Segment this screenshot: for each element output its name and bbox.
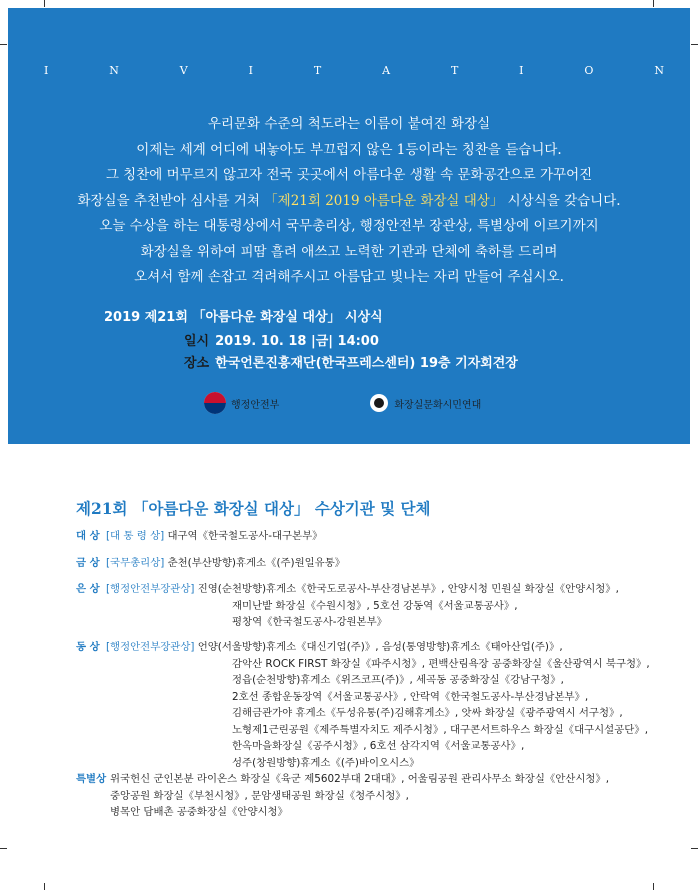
place-value: 한국언론진흥재단(한국프레스센터) 19층 기자회견장 [215,356,518,371]
award-bronze [76,639,686,771]
award-winners: 춘천(부산방향)휴게소《(주)원일유통》 [167,557,346,569]
crop-mark [44,883,45,890]
award-prefix: [대 통 령 상] [106,530,165,542]
crop-mark [653,883,654,890]
message-line: 우리문화 수준의 척도라는 이름이 붙여진 화장실 [207,116,491,132]
award-winners: 정읍(순천방향)휴게소《위즈코프(주)》, 세곡동 공중화장실《강남구청》, [232,674,564,686]
place-label: 장소 [184,356,210,371]
civic-group-icon [369,393,389,413]
awards-title: 제21회 「아름다운 화장실 대상」 수상기관 및 단체 [76,499,431,518]
civic-group-logo [369,393,481,413]
event-place-row [184,352,518,371]
message-line [8,189,690,215]
crop-mark [691,848,698,849]
crop-mark [653,0,654,7]
award-winners: 병목안 담배촌 공중화장실《안양시청》 [110,806,288,818]
award-winners: 김해금관가야 휴게소《두성유통(주)김해휴게소》, 앗싸 화장실《광주광역시 서구청》, [232,707,623,719]
award-winners: 언양(서울방향)휴게소《대신기업(주)》, 음성(통영방향)휴게소《태아산업(주)》, [197,641,563,653]
message-text: 시상식을 갖습니다. [503,192,621,209]
award-category: 동 상 [76,641,100,653]
award-winners: 감악산 ROCK FIRST 화장실《파주시청》, 편백산림욕장 공중화장실《울산광역시 북구청》, [232,657,650,670]
date-value: 2019. 10. 18 |금| 14:00 [215,334,379,349]
award-gold [76,555,686,572]
award-winners: 중앙공원 화장실《부천시청》, 문암생태공원 화장실《청주시청》, [110,789,409,802]
award-winners: 성주(창원방향)휴게소《(주)바이오시스》 [232,756,420,769]
message-line: 그 칭찬에 머무르지 않고자 전국 곳곳에서 아름다운 생활 속 문화공간으로 가꾸어진 [105,167,593,183]
invitation-letter: I [519,64,524,77]
award-prefix: [행정안전부장관상] [106,641,195,653]
award-name-highlight: 「제21회 2019 아름다운 화장실 대상」 [264,192,504,209]
invitation-letter: T [450,64,459,77]
invitation-letter: I [248,64,253,77]
award-prefix: [국무총리상] [106,557,165,569]
award-prefix: [행정안전부장관상] [106,583,195,595]
invitation-letter: V [179,64,188,77]
award-winners: 평창역《한국철도공사-강원본부》 [232,616,388,628]
invitation-letter: N [109,64,119,77]
award-special [76,771,686,821]
message-line: 오늘 수상을 하는 대통령상에서 국무총리상, 행정안전부 장관상, 특별상에 이르기까지 [99,218,599,234]
invitation-letter: A [382,64,391,77]
civic-group-name: 화장실문화시민연대 [394,399,482,411]
crop-mark [44,0,45,7]
date-label: 일시 [184,334,210,349]
message-text: 화장실을 추천받아 심사를 거쳐 [77,192,265,209]
award-winners: 한옥마을화장실《공주시청》, 6호선 삼각지역《서울교통공사》, [232,740,525,752]
award-grand-prize [76,528,686,545]
invitation-banner [8,8,690,444]
award-winners: 대구역《한국철도공사-대구본부》 [167,530,323,542]
award-silver [76,581,686,631]
award-winners: 2호선 종합운동장역《서울교통공사》, 안락역《한국철도공사-부산경남본부》, [232,690,589,703]
award-winners: 노형제1근린공원《제주특별자치도 제주시청》, 대구콘서트하우스 화장실《대구시설공단》, [232,723,648,736]
award-category: 은 상 [76,583,100,595]
award-category: 대 상 [76,530,100,542]
event-title: 2019 제21회 「아름다운 화장실 대상」 시상식 [104,310,383,325]
invitation-message [8,112,690,291]
award-category: 특별상 [76,773,107,785]
award-winners: 위국헌신 군인본분 라이온스 화장실《육군 제5602부대 2대대》, 어울림공원 관리사무소 화장실《안산시청》, [110,773,610,785]
crop-mark [0,848,7,849]
award-winners: 재미난밭 화장실《수원시청》, 5호선 강동역《서울교통공사》, [232,599,518,612]
ministry-name: 행정안전부 [231,399,280,411]
invitation-letter: N [654,64,664,77]
taegeuk-icon [204,392,226,414]
invitation-letter: O [584,64,594,77]
award-winners: 진영(순천방향)휴게소《한국도로공사-부산경남본부》, 안양시청 민원실 화장실《안양시청》, [197,583,619,595]
crop-mark [691,44,698,45]
message-line: 오셔서 함께 손잡고 격려해주시고 아름답고 빛나는 자리 만들어 주십시오. [134,269,564,285]
award-category: 금 상 [76,557,100,569]
message-line: 화장실을 위하여 피땀 흘려 애쓰고 노력한 기관과 단체에 축하를 드리며 [140,243,558,260]
invitation-letter: T [313,64,322,77]
organizer-logos [204,392,481,414]
event-date-row [184,330,379,349]
invitation-heading [44,64,664,77]
ministry-logo [204,392,279,414]
invitation-letter: I [44,64,49,77]
message-line: 이제는 세계 어디에 내놓아도 부끄럽지 않은 1등이라는 칭찬을 듣습니다. [136,141,562,158]
crop-mark [0,44,7,45]
